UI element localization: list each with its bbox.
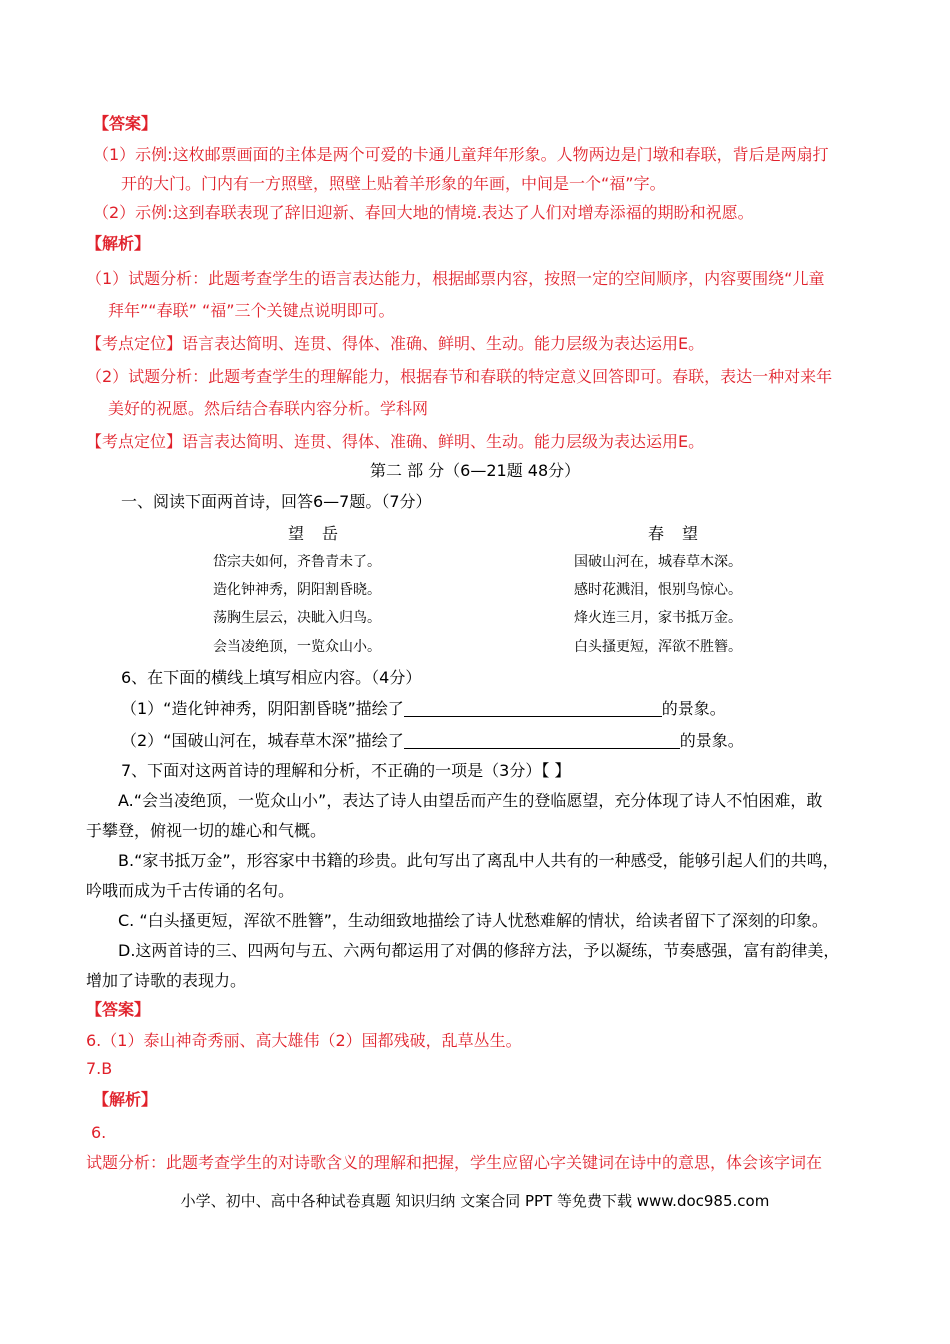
q7-option-d-line2: 增加了诗歌的表现力。 [86, 971, 247, 990]
page-footer: 小学、初中、高中各种试卷真题 知识归纳 文案合同 PPT 等免费下载 www.doc985.com [180, 1192, 770, 1210]
poem-left-line: 会当凌绝顶，一览众山小。 [213, 639, 381, 655]
analysis-p1-line1: （1）试题分析：此题考查学生的语言表达能力，根据邮票内容，按照一定的空间顺序，内容要围绕“儿童 [86, 269, 825, 288]
poem-left-title: 望岳 [288, 524, 357, 543]
kaodian-2: 【考点定位】语言表达简明、连贯、得体、准确、鲜明、生动。能力层级为表达运用E。 [86, 432, 705, 451]
poem-left-line: 荡胸生层云，决眦入归鸟。 [213, 610, 381, 626]
q6-sentence-1 [121, 698, 726, 720]
answer-heading: 【答案】 [93, 114, 158, 133]
q6-sentence-2 [121, 730, 744, 752]
poem-left-line: 岱宗夫如何，齐鲁青未了。 [213, 554, 381, 570]
q6-s1-suffix: 的景象。 [661, 699, 726, 718]
poem-right-line: 白头搔更短，浑欲不胜簪。 [574, 639, 742, 655]
q7-option-a-line1: A.“会当凌绝顶，一览众山小”，表达了诗人由望岳而产生的登临愿望，充分体现了诗人不怕困难，敢 [118, 791, 823, 810]
answer-item1-line1: （1）示例:这枚邮票画面的主体是两个可爱的卡通儿童拜年形象。人物两边是门墩和春联，背后是两扇打 [93, 145, 829, 164]
q6-answer-blank-1[interactable] [404, 700, 662, 717]
q7-option-b-line2: 吟哦而成为千古传诵的名句。 [86, 881, 295, 900]
q7-stem: 7、下面对这两首诗的理解和分析，不正确的一项是（3分）【 】 [121, 761, 571, 780]
answer2-heading: 【答案】 [86, 1000, 151, 1019]
analysis2-number: 6. [91, 1123, 107, 1142]
answer-item2: （2）示例:这到春联表现了辞旧迎新、春回大地的情境.表达了人们对增寿添福的期盼和祝愿。 [93, 203, 754, 222]
part2-intro: 一、阅读下面两首诗，回答6—7题。（7分） [121, 492, 432, 511]
kaodian-1: 【考点定位】语言表达简明、连贯、得体、准确、鲜明、生动。能力层级为表达运用E。 [86, 334, 705, 353]
q7-option-a-line2: 于攀登，俯视一切的雄心和气概。 [86, 821, 327, 840]
q6-s2-suffix: 的景象。 [679, 731, 744, 750]
poem-left-line: 造化钟神秀，阴阳割昏晓。 [213, 582, 381, 598]
part2-title: 第二 部 分（6—21题 48分） [370, 461, 581, 480]
q6-answer-blank-2[interactable] [404, 732, 680, 749]
q6-s2-prefix: （2）“国破山河在，城春草木深”描绘了 [121, 731, 404, 750]
analysis-p1-line2: 拜年”“春联” “福”三个关键点说明即可。 [108, 301, 395, 320]
analysis2-p1: 试题分析：此题考查学生的对诗歌含义的理解和把握，学生应留心字关键词在诗中的意思，体会该字词在 [86, 1153, 823, 1172]
analysis2-heading: 【解析】 [93, 1090, 158, 1109]
answer2-q6: 6.（1）泰山神奇秀丽、高大雄伟（2）国都残破，乱草丛生。 [86, 1031, 522, 1050]
answer2-q7: 7.B [86, 1059, 113, 1078]
analysis-p2-line1: （2）试题分析：此题考查学生的理解能力，根据春节和春联的特定意义回答即可。春联，表达一种对来年 [86, 367, 833, 386]
q7-option-d-line1: D.这两首诗的三、四两句与五、六两句都运用了对偶的修辞方法，予以凝练，节奏感强，富有韵律美， [118, 941, 840, 960]
poem-right-line: 感时花溅泪，恨别鸟惊心。 [574, 582, 742, 598]
poem-right-title: 春望 [648, 524, 717, 543]
analysis-heading: 【解析】 [86, 234, 151, 253]
q7-option-b-line1: B.“家书抵万金”，形容家中书籍的珍贵。此句写出了离乱中人共有的一种感受，能够引起人们的共鸣， [118, 851, 839, 870]
q6-stem: 6、在下面的横线上填写相应内容。（4分） [121, 668, 422, 687]
poem-right-line: 烽火连三月，家书抵万金。 [574, 610, 742, 626]
analysis-p2-line2: 美好的祝愿。然后结合春联内容分析。学科网 [108, 399, 429, 418]
q7-option-c-line1: C. “白头搔更短，浑欲不胜簪”，生动细致地描绘了诗人忧愁难解的情状，给读者留下了深刻的印象。 [118, 911, 828, 930]
poem-right-line: 国破山河在，城春草木深。 [574, 554, 742, 570]
answer-item1-line2: 开的大门。门内有一方照壁，照壁上贴着羊形象的年画，中间是一个“福”字。 [121, 174, 666, 193]
q6-s1-prefix: （1）“造化钟神秀，阴阳割昏晓”描绘了 [121, 699, 404, 718]
